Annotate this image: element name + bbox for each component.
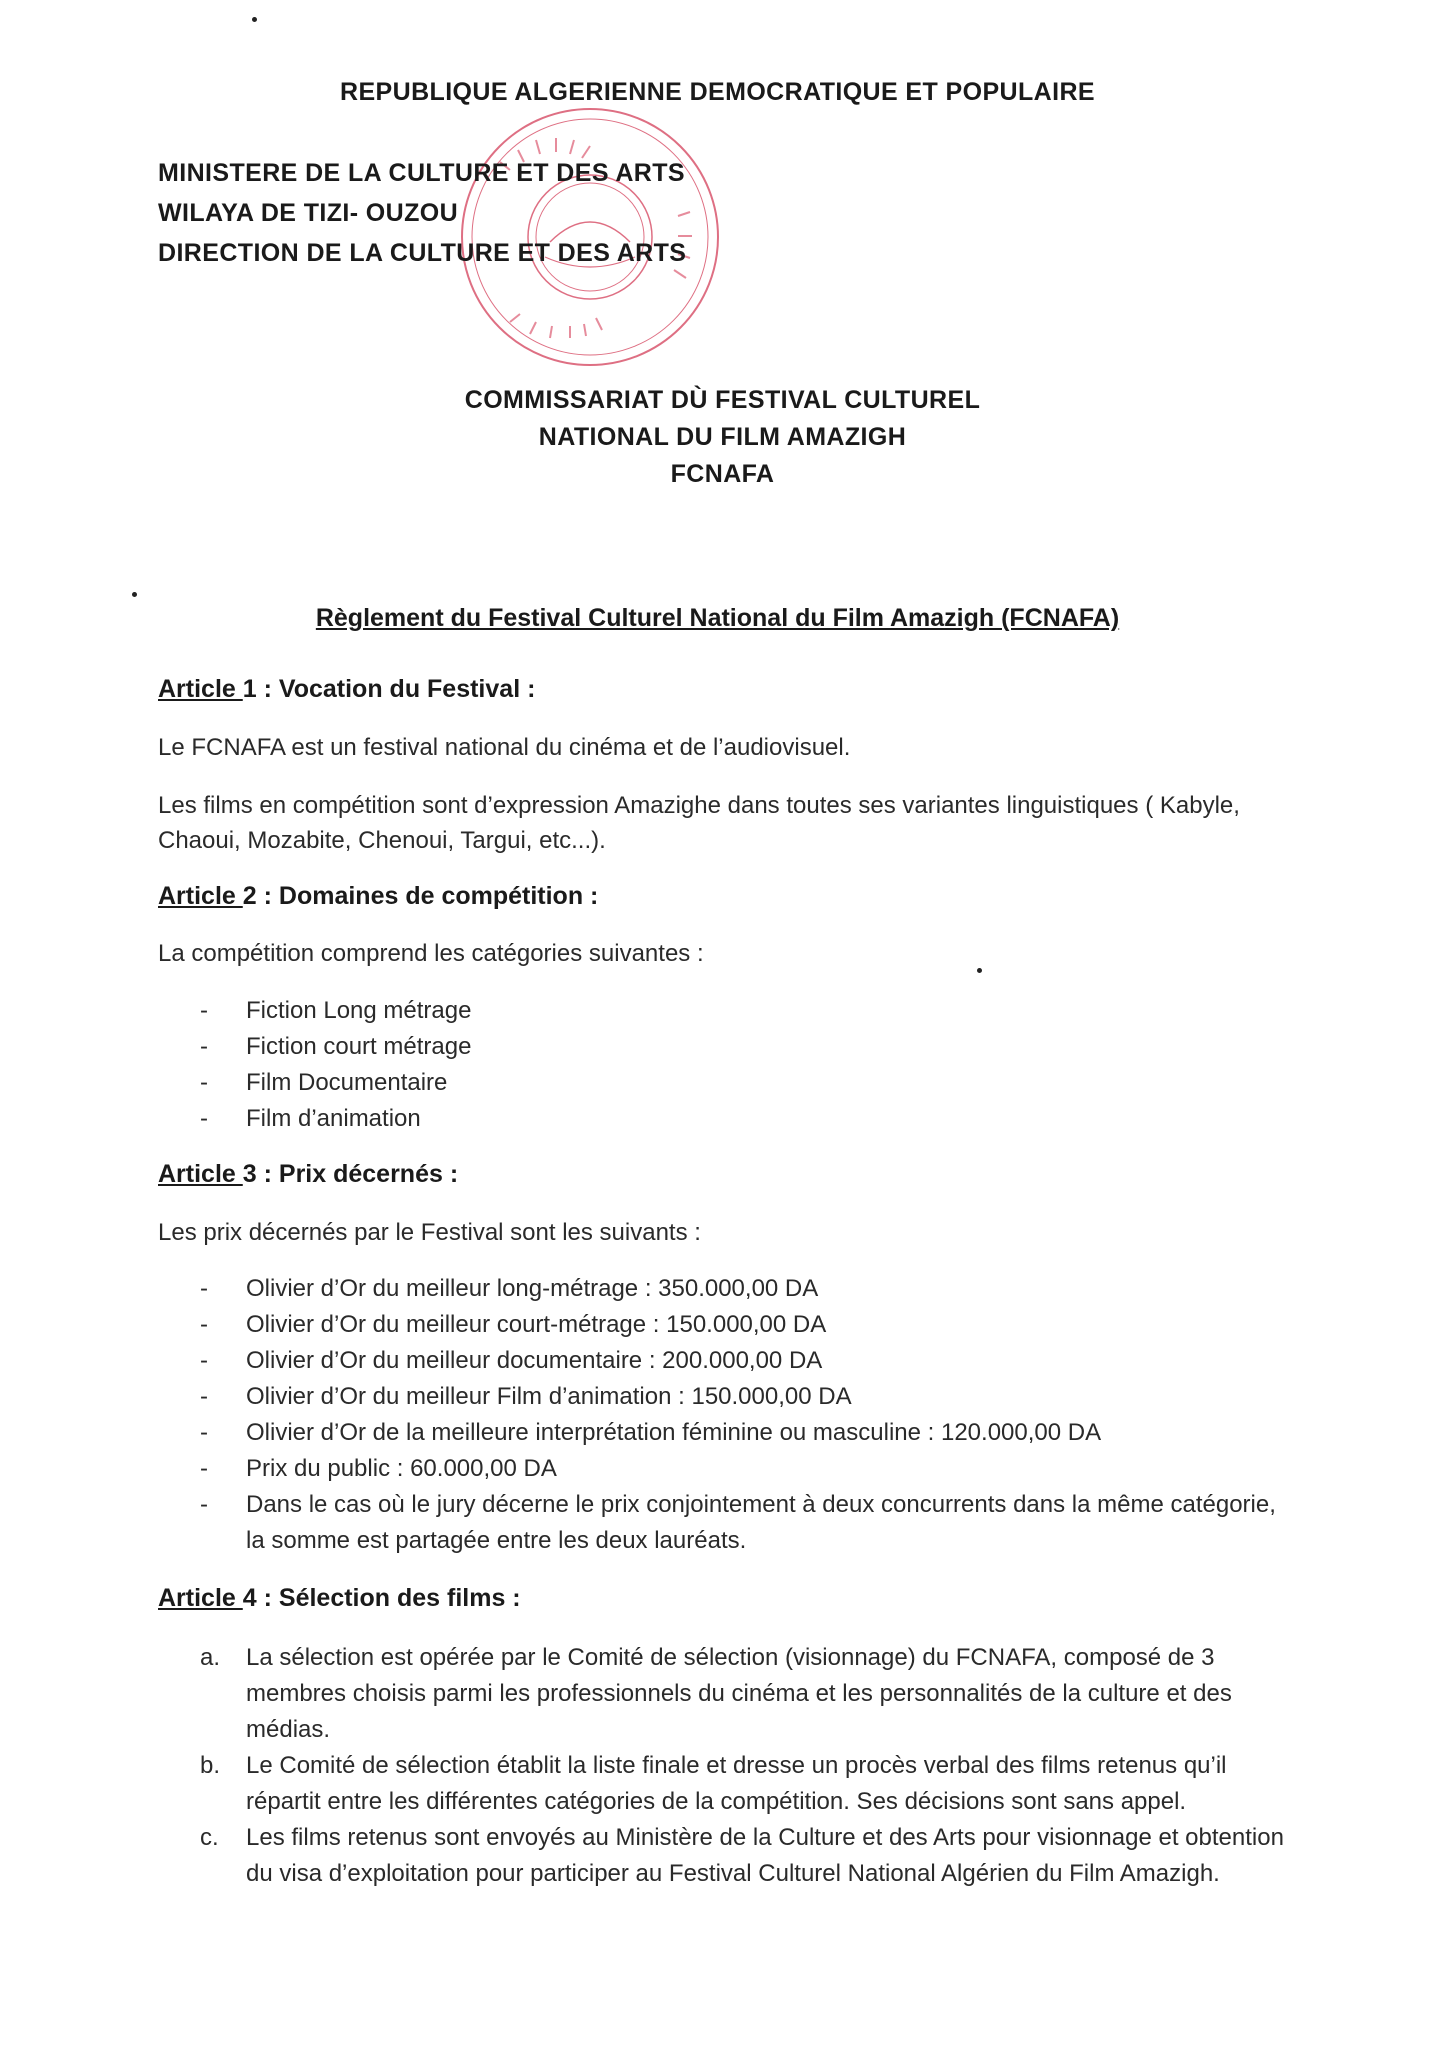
list-item	[158, 1451, 1298, 1487]
article-label: Article	[158, 1160, 243, 1188]
ministry-line: MINISTERE DE LA CULTURE ET DES ARTS	[158, 159, 685, 187]
festival-name-line: NATIONAL DU FILM AMAZIGH	[538, 423, 907, 451]
article-title: : Vocation du Festival :	[256, 675, 536, 703]
list-bullet: -	[200, 1069, 208, 1096]
article-number: 2	[242, 882, 257, 910]
category-text: Film Documentaire	[246, 1069, 448, 1096]
list-bullet: -	[200, 1491, 208, 1518]
article-number: 3	[242, 1160, 257, 1188]
list-item	[158, 1640, 1298, 1748]
article-3-intro: Les prix décernés par le Festival sont les suivants :	[158, 1219, 701, 1246]
category-text: Fiction court métrage	[246, 1033, 472, 1060]
article-3-heading	[158, 1160, 458, 1189]
article-title: : Sélection des films :	[256, 1584, 521, 1612]
prize-text: Dans le cas où le jury décerne le prix conjointement à deux concurrents dans la même catégorie, la somme est partagée entre les deux lauréats.	[246, 1491, 1276, 1554]
list-item	[158, 1101, 1308, 1137]
prizes-list	[158, 1271, 1298, 1559]
list-item	[158, 1820, 1298, 1892]
selection-text: Le Comité de sélection établit la liste finale et dresse un procès verbal des films retenus qu’il répartit entre les différentes catégories de la compétition. Ses décisions sont sans appel.	[246, 1752, 1227, 1815]
list-item	[158, 1065, 1308, 1101]
article-1-heading	[158, 675, 535, 704]
article-2-intro: La compétition comprend les catégories suivantes :	[158, 940, 704, 967]
wilaya-line: WILAYA DE TIZI- OUZOU	[158, 199, 459, 227]
commissariat-line: COMMISSARIAT DÙ FESTIVAL CULTUREL	[464, 386, 981, 414]
list-item	[158, 1415, 1298, 1451]
article-label: Article	[158, 675, 243, 703]
categories-list	[158, 993, 1308, 1137]
article-1-paragraph: Le FCNAFA est un festival national du cinéma et de l’audiovisuel.	[158, 734, 851, 761]
list-item	[158, 1029, 1308, 1065]
list-item	[158, 1307, 1298, 1343]
list-bullet: -	[200, 1455, 208, 1482]
list-item	[158, 1343, 1298, 1379]
list-marker: b.	[200, 1752, 221, 1779]
prize-text: Olivier d’Or du meilleur court-métrage : 150.000,00 DA	[246, 1311, 827, 1338]
article-4-heading	[158, 1584, 521, 1613]
selection-list	[158, 1640, 1298, 1892]
scan-speck	[252, 17, 257, 22]
scan-speck	[977, 968, 982, 973]
article-label: Article	[158, 1584, 243, 1612]
list-bullet: -	[200, 1311, 208, 1338]
list-item	[158, 1748, 1298, 1820]
list-item	[158, 1379, 1298, 1415]
list-marker: a.	[200, 1644, 221, 1671]
list-bullet: -	[200, 1033, 208, 1060]
list-bullet: -	[200, 997, 208, 1024]
prize-text: Prix du public : 60.000,00 DA	[246, 1455, 557, 1482]
prize-text: Olivier d’Or du meilleur documentaire : 200.000,00 DA	[246, 1347, 823, 1374]
category-text: Fiction Long métrage	[246, 997, 472, 1024]
prize-text: Olivier d’Or du meilleur long-métrage : 350.000,00 DA	[246, 1275, 819, 1302]
list-bullet: -	[200, 1105, 208, 1132]
article-title: : Prix décernés :	[256, 1160, 459, 1188]
list-bullet: -	[200, 1383, 208, 1410]
selection-text: La sélection est opérée par le Comité de sélection (visionnage) du FCNAFA, composé de 3 membres choisis parmi les professionnels du cinéma et les personnalités de la culture et des médias.	[246, 1644, 1232, 1743]
article-number: 4	[242, 1584, 257, 1612]
list-item	[158, 1487, 1298, 1559]
article-2-heading	[158, 882, 598, 911]
category-text: Film d’animation	[246, 1105, 421, 1132]
list-marker: c.	[200, 1824, 219, 1851]
article-label: Article	[158, 882, 243, 910]
ministry-block	[158, 153, 686, 273]
list-bullet: -	[200, 1419, 208, 1446]
list-item	[158, 1271, 1298, 1307]
prize-text: Olivier d’Or de la meilleure interprétation féminine ou masculine : 120.000,00 DA	[246, 1419, 1102, 1446]
list-bullet: -	[200, 1275, 208, 1302]
list-item	[158, 993, 1308, 1029]
scan-speck	[132, 592, 137, 597]
document-title: Règlement du Festival Culturel National du Film Amazigh (FCNAFA)	[315, 604, 1120, 632]
republic-header: REPUBLIQUE ALGERIENNE DEMOCRATIQUE ET POPULAIRE	[340, 78, 1095, 106]
article-number: 1	[242, 675, 257, 703]
commissariat-block	[340, 382, 1105, 493]
fcnafa-line: FCNAFA	[670, 460, 775, 488]
article-1-paragraph: Les films en compétition sont d’expression Amazighe dans toutes ses variantes linguistiques ( Kabyle, Chaoui, Mozabite, Chenoui, Targui, etc...).	[158, 792, 1240, 854]
article-title: : Domaines de compétition :	[256, 882, 599, 910]
direction-line: DIRECTION DE LA CULTURE ET DES ARTS	[158, 239, 687, 267]
prize-text: Olivier d’Or du meilleur Film d’animation : 150.000,00 DA	[246, 1383, 852, 1410]
selection-text: Les films retenus sont envoyés au Ministère de la Culture et des Arts pour visionnage et obtention du visa d’exploitation pour participer au Festival Culturel National Algérien du Film Amazigh.	[246, 1824, 1284, 1887]
list-bullet: -	[200, 1347, 208, 1374]
